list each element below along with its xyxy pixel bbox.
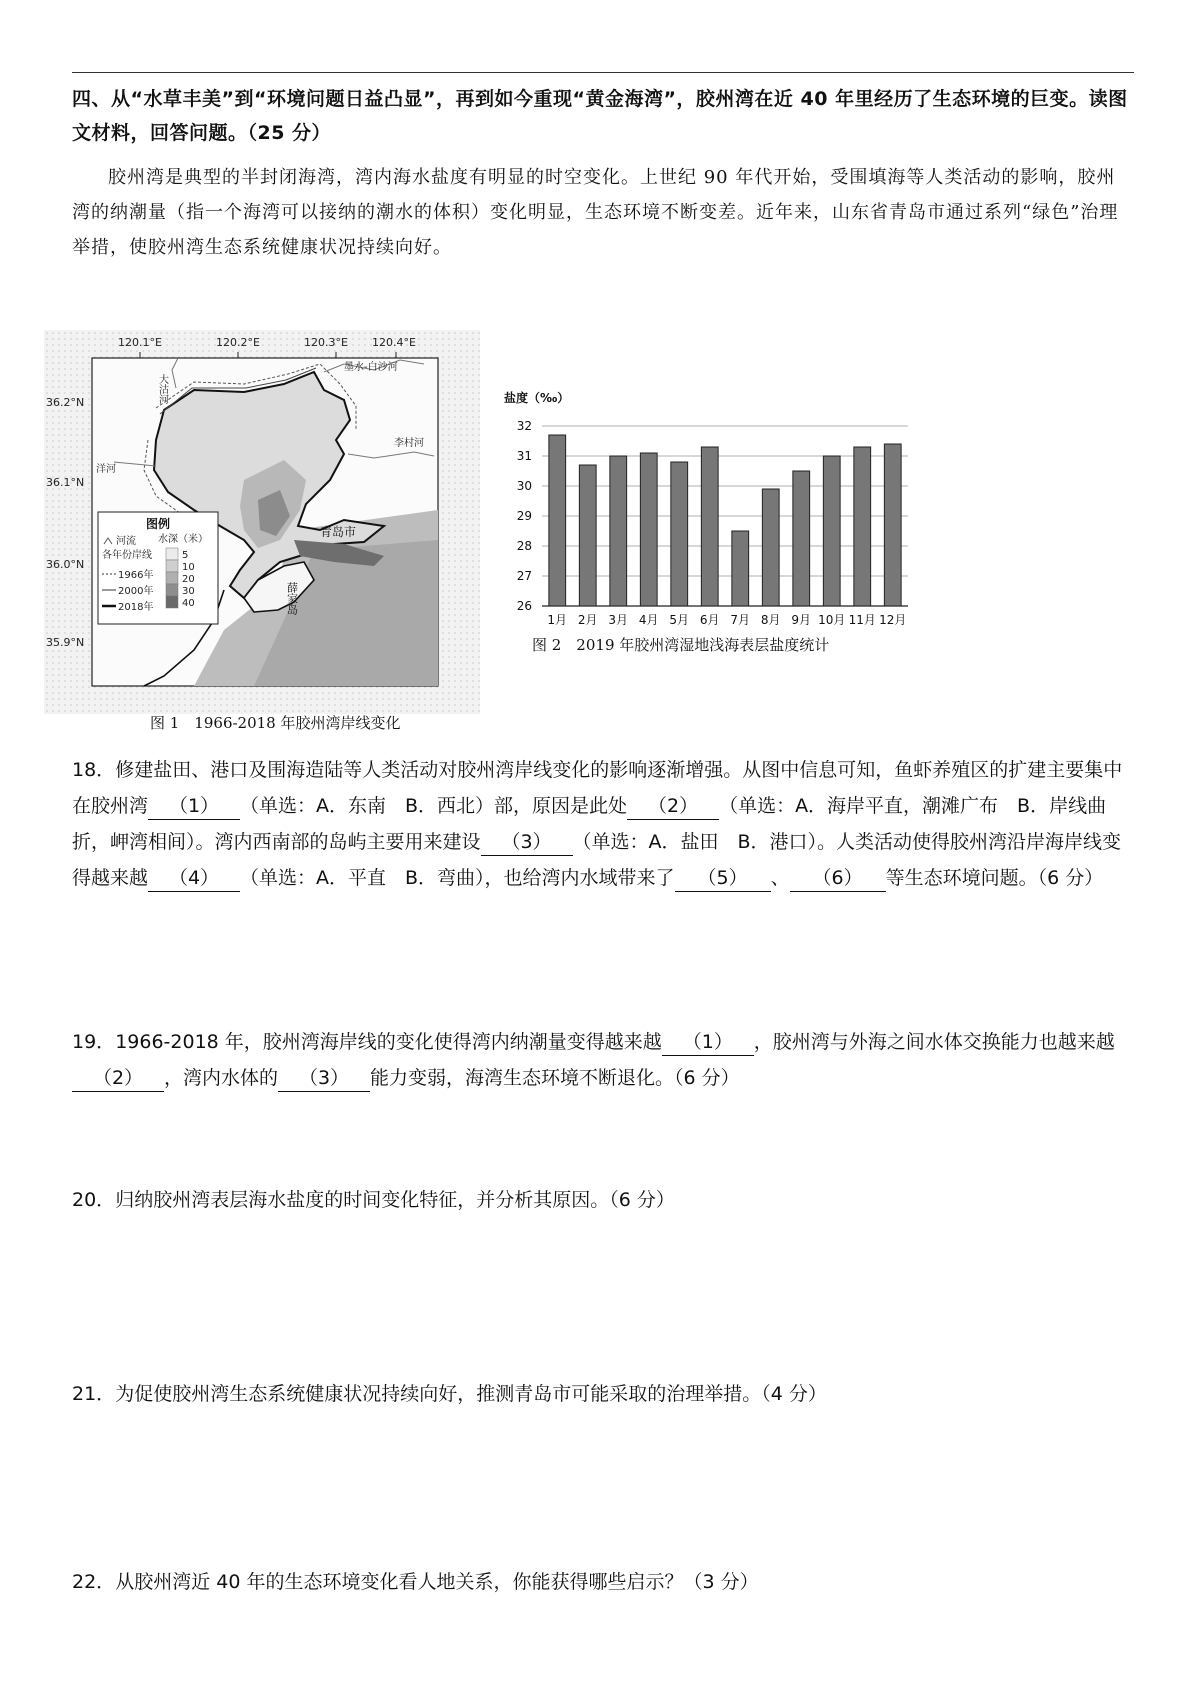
bar [640,453,657,606]
y-tick-label: 32 [516,419,532,433]
place-label: 青岛市 [320,525,357,539]
question-text: 修建盐田、港口及围海造陆等人类活动对胶州湾岸线变化的影响逐渐增强。从图中信息可知，鱼虾养殖区的扩建主要集中在胶州湾 [72,759,1123,817]
bar [579,465,596,606]
chart-svg [498,380,918,630]
answer-blank[interactable]: （1） [662,1029,754,1056]
place-label: 薛家岛 [285,582,299,615]
chart-bars [549,435,901,606]
bar [549,435,566,606]
legend-year: 2000年 [118,586,154,597]
depth-swatch [166,572,178,584]
y-tick-label: 31 [516,449,532,463]
depth-value: 10 [182,562,195,573]
x-tick-label: 6月 [699,613,720,627]
x-tick-label: 9月 [791,613,812,627]
bar [732,531,749,606]
y-axis-label: 盐度（‰） [504,391,570,405]
question-22 [72,1564,1134,1600]
bar [701,447,718,606]
y-tick-label: 27 [516,569,532,583]
lon-label: 120.3°E [304,336,348,349]
section-heading: 四、从“水草丰美”到“环境问题日益凸显”，再到如今重现“黄金海湾”，胶州湾在近 40 年里经历了生态环境的巨变。读图文材料，回答问题。（25 分） [72,88,1128,144]
answer-blank[interactable]: （2） [72,1065,164,1092]
y-tick-label: 30 [516,479,532,493]
x-tick-label: 5月 [669,613,690,627]
answer-blank[interactable]: （3） [481,829,573,856]
lat-label: 35.9°N [46,636,85,649]
figure2-caption: 图 2 2019 年胶州湾湿地浅海表层盐度统计 [532,636,830,654]
question-text: ，湾内水体的 [164,1067,279,1089]
legend-coast-title: 各年份岸线 [102,550,152,561]
question-18 [72,752,1134,896]
x-tick-labels [547,613,906,627]
answer-blank[interactable]: （5） [675,865,771,892]
place-label: 大沽河 [156,374,168,404]
x-tick-label: 10月 [818,613,846,627]
question-number: 20． [72,1189,116,1211]
y-tick-label: 26 [516,599,532,613]
question-number: 18． [72,759,116,781]
lat-label: 36.2°N [46,396,85,409]
bar [793,471,810,606]
question-text: 从胶州湾近 40 年的生态环境变化看人地关系，你能获得哪些启示？（3 分） [115,1571,759,1593]
bar [762,489,779,606]
top-rule [72,72,1134,73]
question-text: 能力变弱，海湾生态环境不断退化。（6 分） [370,1067,740,1089]
answer-blank[interactable]: （3） [278,1065,370,1092]
lon-label: 120.1°E [118,336,162,349]
map-svg [44,330,480,714]
question-text: 归纳胶州湾表层海水盐度的时间变化特征，并分析其原因。（6 分） [115,1189,675,1211]
x-tick-label: 2月 [577,613,598,627]
depth-value: 5 [182,550,189,561]
salinity-chart [498,380,918,650]
question-number: 22． [72,1571,116,1593]
x-tick-label: 7月 [730,613,751,627]
bar [884,444,901,606]
legend-depth-title: 水深（米） [158,534,208,545]
question-text: （单选：A．东南 B．西北）部，原因是此处 [240,795,628,817]
answer-blank[interactable]: （2） [627,793,719,820]
depth-swatch [166,596,178,608]
y-tick-label: 28 [516,539,532,553]
depth-swatch [166,584,178,596]
question-text: （单选：A．平直 B．弯曲），也给湾内水域带来了 [240,867,675,889]
question-number: 19． [72,1031,116,1053]
question-number: 21． [72,1383,116,1405]
y-tick-label: 29 [516,509,532,523]
map-legend [98,512,218,624]
bar [854,447,871,606]
x-tick-label: 11月 [848,613,876,627]
figure1-caption: 图 1 1966-2018 年胶州湾岸线变化 [150,714,401,732]
bar [671,462,688,606]
legend-year: 2018年 [118,602,154,613]
place-label: 洋河 [96,464,116,475]
legend-year: 1966年 [118,570,154,581]
depth-swatch [166,548,178,560]
question-text: ，胶州湾与外海之间水体交换能力也越来越 [753,1031,1115,1053]
question-text: （单选：A．盐田 B．港口）。人类活动使得胶州湾沿岸海岸线变得越来越 [72,831,1122,889]
x-tick-label: 3月 [608,613,629,627]
depth-value: 20 [182,574,195,585]
x-tick-label: 12月 [879,613,907,627]
lat-label: 36.0°N [46,558,85,571]
legend-river: 河流 [116,536,136,547]
question-text: 等生态环境问题。（6 分） [885,867,1104,889]
y-tick-labels [517,419,532,613]
question-text: （单选：A．海岸平直，潮滩广布 B．岸线曲折，岬湾相间）。湾内西南部的岛屿主要用来建设 [72,795,1107,853]
question-text: 、 [770,867,790,889]
legend-title: 图例 [145,517,171,531]
lon-label: 120.2°E [216,336,260,349]
answer-blank[interactable]: （1） [148,793,240,820]
question-21 [72,1376,1134,1412]
place-label: 墨水-白沙河 [344,362,398,373]
map-figure [44,330,480,714]
depth-value: 40 [182,598,195,609]
lat-label: 36.1°N [46,476,85,489]
chart-grid [542,426,908,606]
x-tick-label: 8月 [760,613,781,627]
x-tick-label: 4月 [638,613,659,627]
x-tick-label: 1月 [547,613,568,627]
intro-paragraph: 胶州湾是典型的半封闭海湾，湾内海水盐度有明显的时空变化。上世纪 90 年代开始，受围填海等人类活动的影响，胶州湾的纳潮量（指一个海湾可以接纳的潮水的体积）变化明显，生态环境不断变差。近年来，山东省青岛市通过系列“绿色”治理举措，使胶州湾生态系统健康状况持续向好。 [72,167,1119,258]
question-19 [72,1024,1134,1096]
question-text: 为促使胶州湾生态系统健康状况持续向好，推测青岛市可能采取的治理举措。（4 分） [115,1383,827,1405]
answer-blank[interactable]: （6） [790,865,886,892]
answer-blank[interactable]: （4） [148,865,240,892]
bar [823,456,840,606]
bar [610,456,627,606]
depth-value: 30 [182,586,195,597]
question-text: 1966-2018 年，胶州湾海岸线的变化使得湾内纳潮量变得越来越 [115,1031,662,1053]
lon-label: 120.4°E [372,336,416,349]
question-20 [72,1182,1134,1218]
depth-swatch [166,560,178,572]
place-label: 李村河 [394,438,424,449]
